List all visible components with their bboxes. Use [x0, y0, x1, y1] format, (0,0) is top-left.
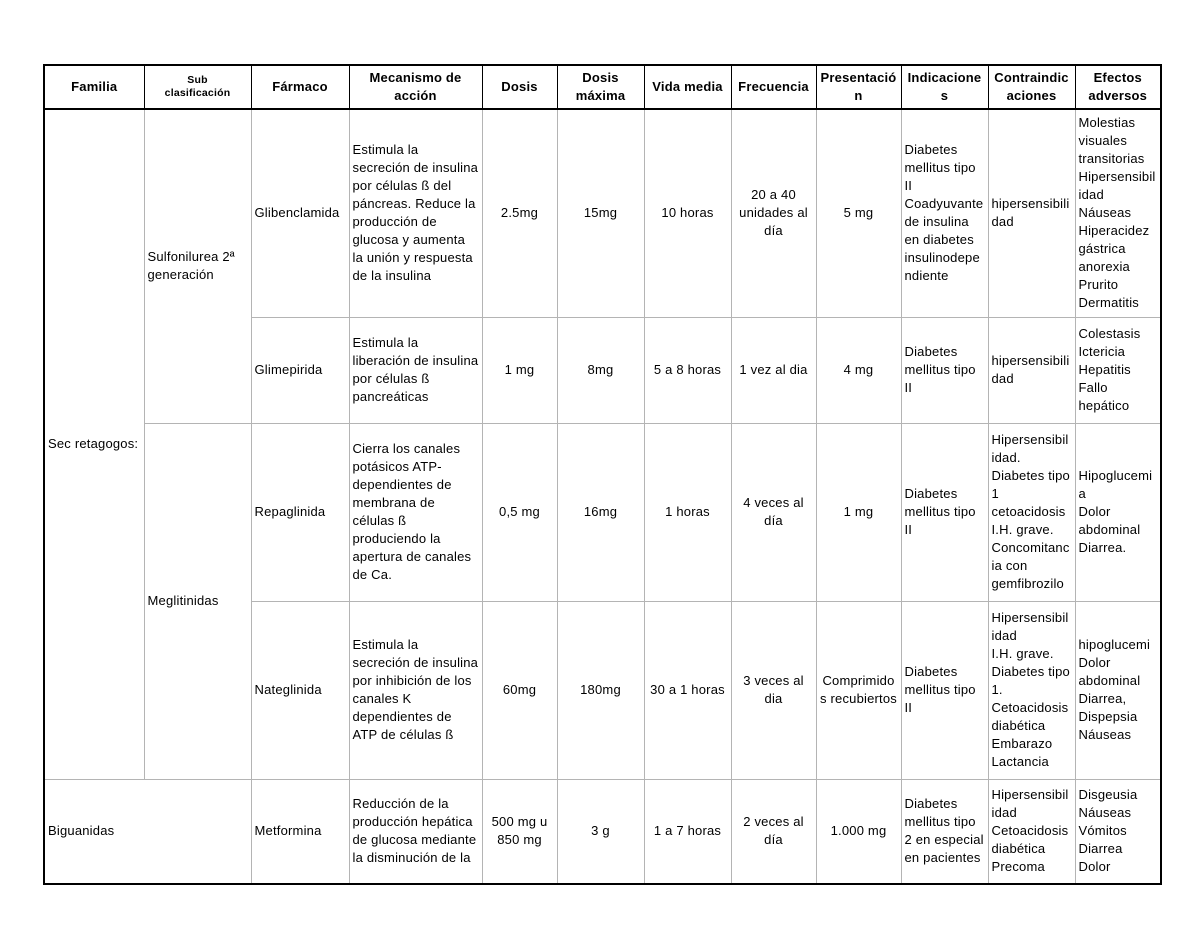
contraindicaciones-cell: hipersensibilidad — [988, 109, 1075, 317]
vida-media-cell: 1 horas — [644, 423, 731, 601]
frecuencia-cell: 2 veces al día — [731, 779, 816, 884]
presentacion-cell: 5 mg — [816, 109, 901, 317]
mecanismo-cell: Estimula la liberación de insulina por células ß pancreáticas — [349, 317, 482, 423]
farmaco-cell: Glimepirida — [251, 317, 349, 423]
farmaco-cell: Glibenclamida — [251, 109, 349, 317]
mecanismo-cell: Estimula la secreción de insulina por inhibición de los canales K dependientes de ATP de células ß — [349, 601, 482, 779]
dosis-maxima-cell: 16mg — [557, 423, 644, 601]
header-vida-media: Vida media — [644, 65, 731, 109]
vida-media-cell: 1 a 7 horas — [644, 779, 731, 884]
frecuencia-cell: 4 veces al día — [731, 423, 816, 601]
vida-media-cell: 30 a 1 horas — [644, 601, 731, 779]
table-body — [44, 109, 1161, 884]
header-farmaco: Fármaco — [251, 65, 349, 109]
dosis-maxima-cell: 15mg — [557, 109, 644, 317]
familia-cell: Biguanidas — [44, 779, 251, 884]
frecuencia-cell: 20 a 40 unidades al día — [731, 109, 816, 317]
drug-table — [43, 64, 1162, 885]
dosis-cell: 2.5mg — [482, 109, 557, 317]
presentacion-cell: 4 mg — [816, 317, 901, 423]
vida-media-cell: 10 horas — [644, 109, 731, 317]
indicaciones-cell: Diabetes mellitus tipo II Coadyuvante de insulina en diabetes insulinodependiente — [901, 109, 988, 317]
header-contraindicaciones: Contraindicaciones — [988, 65, 1075, 109]
indicaciones-cell: Diabetes mellitus tipo 2 en especial en pacientes — [901, 779, 988, 884]
header-dosis-maxima: Dosis máxima — [557, 65, 644, 109]
efectos-adversos-cell: Disgeusia Náuseas Vómitos Diarrea Dolor — [1075, 779, 1161, 884]
efectos-adversos-cell: hipoglucemi Dolor abdominal Diarrea, Dispepsia Náuseas — [1075, 601, 1161, 779]
indicaciones-cell: Diabetes mellitus tipo II — [901, 317, 988, 423]
presentacion-cell: 1.000 mg — [816, 779, 901, 884]
subclasificacion-cell: Meglitinidas — [144, 423, 251, 779]
subclasificacion-cell: Sulfonilurea 2ª generación — [144, 109, 251, 423]
indicaciones-cell: Diabetes mellitus tipo II — [901, 423, 988, 601]
dosis-maxima-cell: 8mg — [557, 317, 644, 423]
indicaciones-cell: Diabetes mellitus tipo II — [901, 601, 988, 779]
contraindicaciones-cell: Hipersensibilidad I.H. grave. Diabetes tipo 1. Cetoacidosis diabética Embarazo Lactancia — [988, 601, 1075, 779]
mecanismo-cell: Cierra los canales potásicos ATP-dependientes de membrana de células ß produciendo la apertura de canales de Ca. — [349, 423, 482, 601]
header-familia: Familia — [44, 65, 144, 109]
farmaco-cell: Repaglinida — [251, 423, 349, 601]
presentacion-cell: 1 mg — [816, 423, 901, 601]
header-frecuencia: Frecuencia — [731, 65, 816, 109]
contraindicaciones-cell: Hipersensibilidad. Diabetes tipo 1 cetoacidosis I.H. grave. Concomitancia con gemfibrozilo — [988, 423, 1075, 601]
efectos-adversos-cell: Molestias visuales transitorias Hipersensibilidad Náuseas Hiperacidez gástrica anorexia Prurito Dermatitis — [1075, 109, 1161, 317]
header-presentacion: Presentación — [816, 65, 901, 109]
table-row — [44, 779, 1161, 884]
contraindicaciones-cell: Hipersensibilidad Cetoacidosis diabética Precoma — [988, 779, 1075, 884]
vida-media-cell: 5 a 8 horas — [644, 317, 731, 423]
mecanismo-cell: Estimula la secreción de insulina por células ß del páncreas. Reduce la producción de glucosa y aumenta la unión y respuesta de la insulina — [349, 109, 482, 317]
dosis-maxima-cell: 3 g — [557, 779, 644, 884]
header-dosis: Dosis — [482, 65, 557, 109]
farmaco-cell: Metformina — [251, 779, 349, 884]
frecuencia-cell: 1 vez al dia — [731, 317, 816, 423]
dosis-cell: 0,5 mg — [482, 423, 557, 601]
header-row — [44, 65, 1161, 109]
efectos-adversos-cell: Hipoglucemia Dolor abdominal Diarrea. — [1075, 423, 1161, 601]
header-efectos-adversos: Efectos adversos — [1075, 65, 1161, 109]
dosis-cell: 1 mg — [482, 317, 557, 423]
efectos-adversos-cell: Colestasis Ictericia Hepatitis Fallo hepático — [1075, 317, 1161, 423]
dosis-maxima-cell: 180mg — [557, 601, 644, 779]
header-sub-clasificacion: Sub clasificación — [144, 65, 251, 109]
farmaco-cell: Nateglinida — [251, 601, 349, 779]
dosis-cell: 60mg — [482, 601, 557, 779]
header-mecanismo: Mecanismo de acción — [349, 65, 482, 109]
dosis-cell: 500 mg u 850 mg — [482, 779, 557, 884]
table-row — [44, 423, 1161, 601]
contraindicaciones-cell: hipersensibilidad — [988, 317, 1075, 423]
table-row — [44, 109, 1161, 317]
header-indicaciones: Indicaciones — [901, 65, 988, 109]
familia-cell: Sec retagogos: — [44, 109, 144, 779]
table-header — [44, 65, 1161, 109]
presentacion-cell: Comprimidos recubiertos — [816, 601, 901, 779]
mecanismo-cell: Reducción de la producción hepática de glucosa mediante la disminución de la — [349, 779, 482, 884]
frecuencia-cell: 3 veces al dia — [731, 601, 816, 779]
